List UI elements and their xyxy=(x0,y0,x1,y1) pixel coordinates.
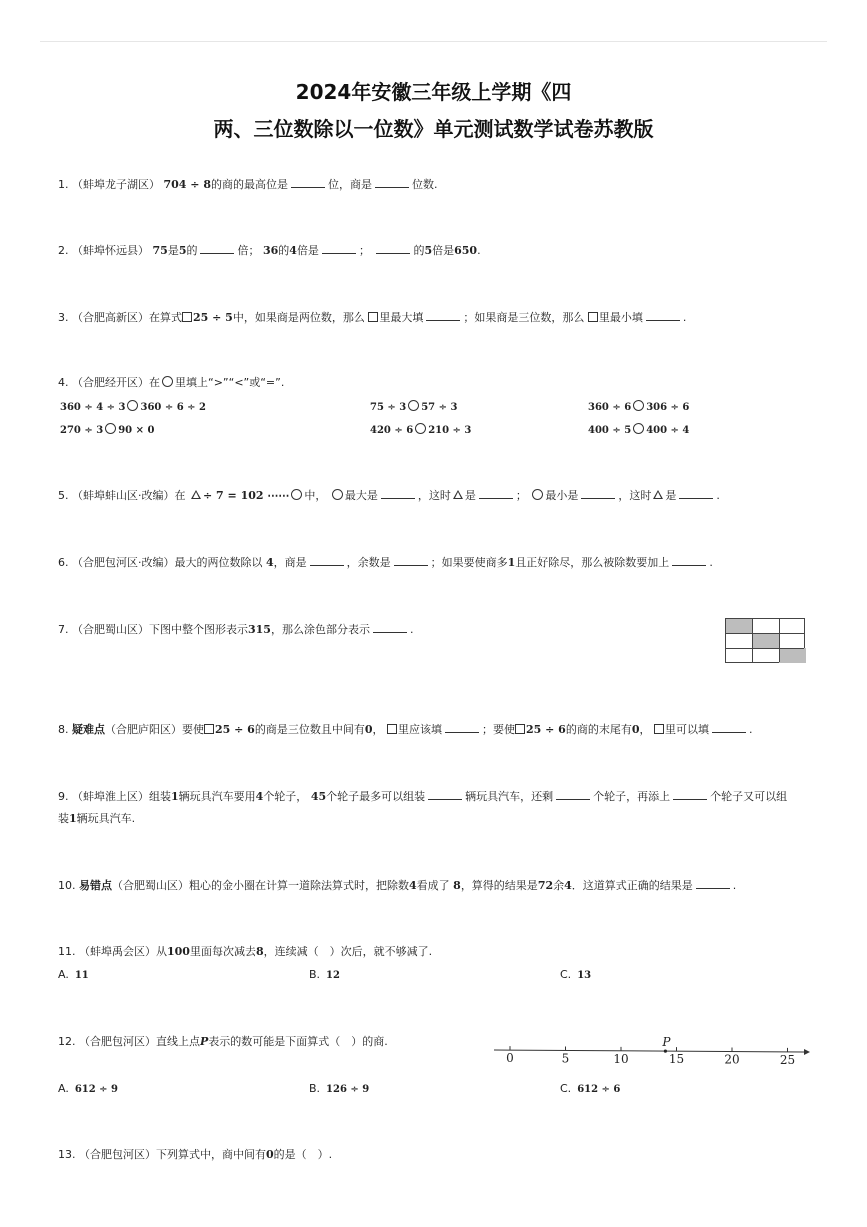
compare-circle[interactable] xyxy=(633,423,644,434)
question-4: 4. （合肥经开区）在 里填上“>”“<”或“=”. xyxy=(58,376,285,389)
question-13: 13. （合肥包河区）下列算式中，商中间有0的是（ ）. xyxy=(58,1148,333,1161)
answer-blank[interactable] xyxy=(291,177,325,188)
arrow-icon xyxy=(804,1049,810,1055)
circle-placeholder-icon xyxy=(162,376,173,387)
answer-blank[interactable] xyxy=(673,789,707,800)
number-line-tick-label: 25 xyxy=(779,1052,796,1067)
question-12: 12. （合肥包河区）直线上点P表示的数可能是下面算式（ ）的商. xyxy=(58,1035,388,1048)
circle-icon xyxy=(532,489,543,500)
shaded-cell xyxy=(753,634,780,649)
option-a[interactable]: A. 612 ÷ 9 xyxy=(58,1082,119,1095)
shaded-cell xyxy=(726,619,753,634)
answer-blank[interactable] xyxy=(200,243,234,254)
answer-blank[interactable] xyxy=(679,488,713,499)
square-placeholder-icon xyxy=(204,724,214,734)
square-placeholder-icon xyxy=(515,724,525,734)
number-line xyxy=(492,1033,812,1073)
answer-blank[interactable] xyxy=(581,488,615,499)
question-2: 2. （蚌埠怀远县） 75是5的 倍； 36的4倍是 ； 的5倍是650. xyxy=(58,244,481,257)
question-6: 6. （合肥包河区·改编）最大的两位数除以 4，商是 ，余数是 ；如果要使商多1且正好除尽，那么被除数要加上 . xyxy=(58,556,713,569)
compare-circle[interactable] xyxy=(415,423,426,434)
question-1: 1. （蚌埠龙子湖区） 704 ÷ 8的商的最高位是 位，商是 位数. xyxy=(58,178,438,191)
number-line-tick-label: 10 xyxy=(613,1051,629,1066)
page-title-line2: 两、三位数除以一位数》单元测试数学试卷苏教版 xyxy=(213,117,654,141)
number-line-tick-label: 20 xyxy=(724,1052,740,1067)
answer-blank[interactable] xyxy=(479,488,513,499)
answer-blank[interactable] xyxy=(381,488,415,499)
triangle-icon xyxy=(653,490,663,499)
answer-blank[interactable] xyxy=(696,878,730,889)
circle-icon xyxy=(291,489,302,500)
point-p-label: P xyxy=(662,1035,671,1050)
option-a[interactable]: A. 11 xyxy=(58,968,89,981)
answer-blank[interactable] xyxy=(375,177,409,188)
compare-item: 360 ÷ 6 306 ÷ 6 xyxy=(588,402,690,413)
compare-item: 75 ÷ 3 57 ÷ 3 xyxy=(370,402,458,413)
number-line-axis xyxy=(494,1050,804,1052)
triangle-icon xyxy=(191,490,201,499)
square-placeholder-icon xyxy=(368,312,378,322)
number-line-tick-label: 15 xyxy=(668,1052,685,1067)
number-line-tick-label: 5 xyxy=(561,1051,570,1066)
circle-icon xyxy=(332,489,343,500)
question-9-continued: 装1辆玩具汽车. xyxy=(58,812,136,825)
question-5: 5. （蚌埠蚌山区·改编）在 ÷ 7 = 102 ⋯⋯ 中， 最大是 ，这时 是 ； 最小是 ，这时 是 . xyxy=(58,489,720,502)
compare-item: 360 ÷ 4 ÷ 3 360 ÷ 6 ÷ 2 xyxy=(60,402,206,413)
answer-blank[interactable] xyxy=(322,243,356,254)
option-b[interactable]: B. 126 ÷ 9 xyxy=(309,1082,370,1095)
compare-circle[interactable] xyxy=(127,400,138,411)
answer-blank[interactable] xyxy=(646,310,680,321)
answer-blank[interactable] xyxy=(556,789,590,800)
question-8: 8. 疑难点（合肥庐阳区）要使 25 ÷ 6的商是三位数且中间有0， 里应该填 ；要使 25 ÷ 6的商的末尾有0， 里可以填 . xyxy=(58,723,753,736)
compare-circle[interactable] xyxy=(105,423,116,434)
question-10: 10. 易错点（合肥蜀山区）粗心的金小圈在计算一道除法算式时，把除数4看成了 8，算得的结果是72余4．这道算式正确的结果是 . xyxy=(58,879,737,892)
grid-line xyxy=(726,648,804,649)
point-p-marker xyxy=(664,1050,667,1053)
answer-blank[interactable] xyxy=(373,622,407,633)
square-placeholder-icon xyxy=(588,312,598,322)
grid-line xyxy=(752,619,753,662)
answer-blank[interactable] xyxy=(426,310,460,321)
page-title-line1: 2024年安徽三年级上学期《四 xyxy=(295,80,572,104)
number-line-tick-label: 0 xyxy=(506,1051,514,1066)
option-c[interactable]: C. 612 ÷ 6 xyxy=(560,1082,621,1095)
option-b[interactable]: B. 12 xyxy=(309,968,340,981)
grid-line xyxy=(726,633,804,634)
answer-blank[interactable] xyxy=(672,555,706,566)
shaded-grid-figure xyxy=(725,618,805,663)
compare-circle[interactable] xyxy=(633,400,644,411)
compare-item: 400 ÷ 5 400 ÷ 4 xyxy=(588,425,690,436)
grid-line xyxy=(779,619,780,662)
answer-blank[interactable] xyxy=(376,243,410,254)
answer-blank[interactable] xyxy=(712,722,746,733)
answer-blank[interactable] xyxy=(394,555,428,566)
question-7: 7. （合肥蜀山区）下图中整个图形表示315，那么涂色部分表示 . xyxy=(58,623,414,636)
square-placeholder-icon xyxy=(387,724,397,734)
shaded-cell xyxy=(779,648,806,663)
square-placeholder-icon xyxy=(182,312,192,322)
triangle-icon xyxy=(453,490,463,499)
compare-item: 270 ÷ 3 90 × 0 xyxy=(60,425,155,436)
answer-blank[interactable] xyxy=(310,555,344,566)
answer-blank[interactable] xyxy=(428,789,462,800)
option-c[interactable]: C. 13 xyxy=(560,968,592,981)
compare-item: 420 ÷ 6 210 ÷ 3 xyxy=(370,425,472,436)
square-placeholder-icon xyxy=(654,724,664,734)
compare-circle[interactable] xyxy=(408,400,419,411)
answer-blank[interactable] xyxy=(445,722,479,733)
question-11: 11. （蚌埠禹会区）从100里面每次减去8，连续减（ ）次后，就不够减了. xyxy=(58,945,433,958)
top-divider xyxy=(40,41,827,42)
question-9: 9. （蚌埠淮上区）组装1辆玩具汽车要用4个轮子， 45个轮子最多可以组装 辆玩具汽车，还剩 个轮子，再添上 个轮子又可以组 xyxy=(58,790,788,803)
question-3: 3. （合肥高新区）在算式 25 ÷ 5中，如果商是两位数，那么 里最大填 ；如果商是三位数，那么 里最小填 . xyxy=(58,311,687,324)
